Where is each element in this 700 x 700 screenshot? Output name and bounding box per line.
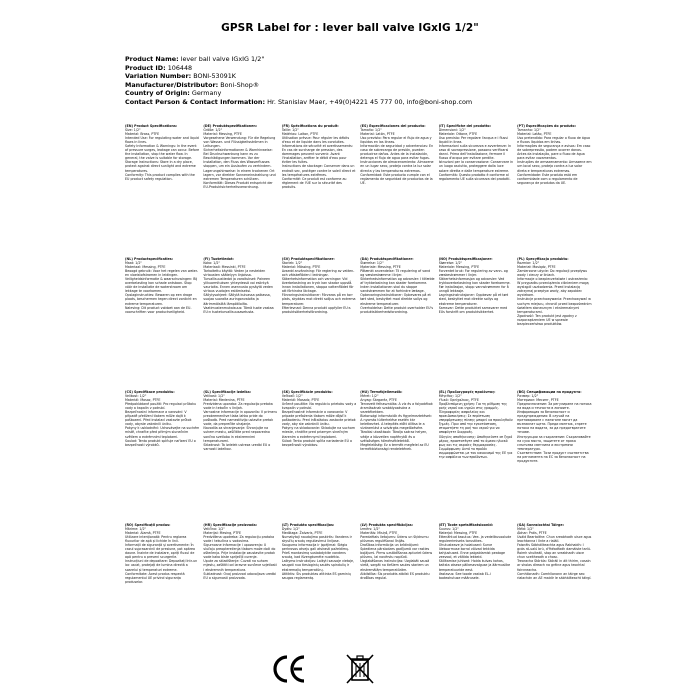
header-label: Manufacturer/Distributor: bbox=[125, 80, 219, 89]
spec-line: Material: Alamă, PTFE bbox=[125, 531, 161, 536]
spec-line: Veľkosť: 1/2" bbox=[281, 394, 303, 399]
spec-line: Megfelelőség: Ez a termék megfelel az EU termékbiztonsági rendeletének. bbox=[360, 442, 429, 451]
spec-line: Safety Information & Warnings: In the event of pressure surges, leakage can occur. Before the installation, stop the water flow. In general, the valve is suitable for storage. bbox=[125, 144, 200, 161]
spec-section-heading: (IT) Specifiche del prodotto: bbox=[438, 124, 492, 128]
spec-line: Material: Brass, PTFE bbox=[125, 132, 160, 137]
spec-line: Úsáid Beartaithe: Chun sreabhadh uisce agus leachtanna i línte a rialáil. bbox=[517, 535, 592, 544]
spec-line: Größe: 1/2" bbox=[203, 128, 223, 133]
spec-line: Soulad: Tento produkt splňuje nařízení EU o bezpečnosti výrobků. bbox=[125, 438, 196, 447]
spec-section bbox=[282, 124, 356, 255]
spec-section bbox=[517, 390, 591, 521]
spec-section bbox=[439, 257, 513, 388]
spec-line: Informacje o bezpieczeństwie i ostrzeżenia: W przypadku przeciążenia ciśnieniem mogą wystąpić uszkodzenia. Przed instalacją zatrzymaj przepływ wody, aby zapobiec wyciekom. bbox=[517, 277, 589, 298]
spec-section bbox=[203, 124, 277, 255]
spec-line: Instruções de armazenamento: Armazene em um local seco, proteja contra a luz solar direta e temperaturas extremas. bbox=[517, 160, 592, 173]
spec-section bbox=[203, 257, 277, 388]
spec-line: Naleving: Dit product voldoet aan de EU-voorschriften voor productveiligheid. bbox=[125, 305, 192, 314]
spec-section-heading: (CS) Specifikace produktu: bbox=[125, 390, 175, 394]
spec-line: Předpokládané použití: Pro regulaci průtoku vody a kapalin v potrubí. bbox=[125, 402, 196, 411]
spec-section-heading: (PT) Especificações do produto: bbox=[517, 124, 576, 128]
spec-line: Mărime: 1/2" bbox=[125, 527, 147, 532]
spec-line: Utilisation prévue: Pour réguler les débits d'eau et de liquide dans les conduites. bbox=[281, 136, 350, 145]
spec-line: Material: Messing, PTFE bbox=[203, 132, 242, 137]
spec-line: Material: Latão, PTFE bbox=[517, 132, 552, 137]
spec-line: Tárolási utasítások: Tárolja száraz helyen, védje a közvetlen napfénytől és a szélsőséges hőmérsékletektől. bbox=[360, 430, 428, 443]
spec-section bbox=[517, 257, 591, 388]
spec-line: Størrelse: 1/2" bbox=[360, 261, 384, 266]
spec-line: Materiaali: Messinki, PTFE bbox=[203, 265, 246, 270]
spec-line: Materiaal: Messing, PTFE bbox=[125, 265, 166, 270]
spec-line: Saugumo informacija ir įspėjimai: Slėgio perkrovos atveju gali atsirasti pažeidimų. Prieš montavimą sustabdykite vandens srautą, kad išvengtumėte nuotėkio. bbox=[281, 543, 350, 560]
header-label: Variation Number: bbox=[125, 72, 192, 81]
spec-line: Materiāls: Misiņš, PTFE bbox=[360, 531, 398, 536]
spec-section bbox=[439, 523, 513, 654]
spec-line: Dydis: 1/2" bbox=[281, 527, 300, 532]
spec-line: Matériau: Laiton, PTFE bbox=[281, 132, 319, 137]
spec-line: Numatytoji naudojimo paskirtis: Vandens ir skysčių srautų reguliavimui linijose. bbox=[281, 535, 352, 544]
header-value: lever ball valve IGxIG 1/2" bbox=[180, 55, 265, 63]
spec-line: Conformità: Questo prodotto è conforme al regolamento UE sulla sicurezza dei prodotti. bbox=[438, 172, 511, 181]
header-label: Product ID: bbox=[125, 63, 166, 72]
spec-line: Material: Medenina, PTFE bbox=[203, 398, 245, 403]
spec-line: Sigurnosne informacije i upozorenja: U slučaju preopterećenja tlakom može doći do oštećenja. Prije instalacije zaustavite protok vode kako biste spriječili curenje. bbox=[203, 543, 276, 560]
spec-line: Tervezett felhasználás: A víz és a folyadékok áramlásának szabályozására a vezetékekben. bbox=[360, 402, 433, 415]
spec-line: Material: Latón, PTFE bbox=[360, 132, 395, 137]
spec-line: Veličina: 1/2" bbox=[203, 527, 225, 532]
spec-line: Säilitamise juhised: Hoida kuivas kohas, kaitsta otsese päikesevalguse ja äärmuslike temperatuuride eest. bbox=[438, 559, 511, 572]
spec-line: Turvallisuustiedot ja varoitukset: Paineen ylikuormituksen yhteydessä voi esiintyä vaurioita. Ennen asennusta pysäytä veden virtaus vuotojen estämiseksi. bbox=[203, 277, 273, 294]
spec-section bbox=[517, 523, 591, 654]
spec-section-heading: (DE) Produktspezifikationen: bbox=[203, 124, 258, 128]
spec-section bbox=[596, 257, 670, 388]
product-header bbox=[125, 55, 685, 107]
spec-line: Navodila za shranjevanje: Shranjujte na suhem mestu, zaščitite pred neposredno sončno svetlobo in ekstremnimi temperaturami. bbox=[203, 426, 270, 443]
spec-line: Samsvar: Dette produktet samsvarer med EUs forskrift om produktsikkerhet. bbox=[438, 305, 508, 314]
spec-line: Size: 1/2" bbox=[125, 128, 141, 133]
spec-line: Tamaño: 1/2" bbox=[360, 128, 382, 133]
spec-section bbox=[360, 390, 434, 521]
spec-line: Οδηγίες αποθήκευσης: Αποθηκεύστε σε ξηρό μέρος, προστατέψτε από το άμεσο ηλιακό φως και τις ακραίες θερμοκρασίες. bbox=[438, 434, 513, 447]
spec-line: Koko: 1/2" bbox=[203, 261, 220, 266]
specifications-grid bbox=[125, 124, 670, 654]
spec-section bbox=[203, 523, 277, 654]
spec-line: Инструкции за съхранение: Съхранявайте на сухо място, защитете от пряка слънчева светлина и екстремни температури. bbox=[517, 434, 591, 451]
spec-line: Konformität: Dieses Produkt entspricht der EU-Produktsicherheitsverordnung. bbox=[203, 180, 273, 189]
spec-line: Säkerhetsinformation och varningar: Vid överbelastning av tryck kan skador uppstå. Innan installationen, stoppa vattenflödet för att förhindra läckage. bbox=[281, 277, 354, 294]
spec-line: Velikost: 1/2" bbox=[203, 394, 225, 399]
spec-line: Dimensioni: 1/2" bbox=[438, 128, 466, 133]
spec-line: Upute za skladištenje: Čuvati na suhom mjestu, zaštititi od izravne sunčeve svjetlosti i ekstremnih temperatura. bbox=[203, 559, 277, 572]
spec-line: Conformitate: Acest produs respectă regulamentul UE privind siguranța produselor. bbox=[125, 571, 185, 584]
spec-section bbox=[517, 124, 591, 255]
spec-section-heading: (DA) Produktspecifikationer: bbox=[360, 257, 414, 261]
spec-line: Instructions de stockage: Conserver dans un endroit sec, protéger contre le soleil direct et les températures extrêmes. bbox=[281, 164, 356, 177]
spec-line: Съответствие: Този продукт съответства на регламента на ЕС за безопасност на продуктите. bbox=[517, 450, 589, 463]
spec-line: Sukladnost: Ovaj proizvod udovoljava uredbi EU o sigurnosti proizvoda. bbox=[203, 571, 276, 580]
spec-line: Efterlevnad: Denna produkt uppfyller EU:s produktsäkerhetsförordning. bbox=[281, 305, 351, 314]
spec-line: Material: Mässing, PTFE bbox=[281, 265, 321, 270]
spec-line: Instrukcje przechowywania: Przechowywać w suchym miejscu, chronić przed bezpośrednim światłem słonecznym i ekstremalnymi temperaturami. bbox=[517, 297, 592, 314]
spec-line: Avsedd användning: För reglering av vatten- och vätskeflöden i ledningar. bbox=[281, 269, 355, 278]
spec-line: Informazioni sulla sicurezza e avvertenze: In caso di sovrapressione, possono verificarsi danni. Prima dell'installazione, fermare il flusso d'acqua per evitare perdite. bbox=[438, 144, 512, 161]
spec-line: Materiál: Mosaz, PTFE bbox=[125, 398, 161, 403]
spec-line: Instrucțiuni de depozitare: Depozitați într-un loc uscat, protejați de lumina directă a soarelui și temperaturi extreme. bbox=[125, 559, 198, 572]
spec-line: Veiligheidsinformatie & waarschuwingen: Bij overbelasting kan schade ontstaan. Stop vóór de installatie de waterstroom om lekkage te voorkomen. bbox=[125, 277, 198, 294]
spec-line: Materjal: Messing, PTFE bbox=[438, 531, 478, 536]
spec-section-heading: (LT) Produkto specifikacijos: bbox=[281, 523, 335, 527]
spec-section-heading: (HU) Termékjellemzők: bbox=[360, 390, 403, 394]
spec-line: Treoracha Stórála: Stóráil in áit thirim, cosain ar sholas díreach na gréine agus teochtaí foircneacha. bbox=[517, 559, 591, 572]
spec-section-heading: (GA) Sonraíochtaí Táirge: bbox=[517, 523, 564, 527]
spec-line: Paredzētais lietojums: Ūdens un šķidrumu plūsmas regulēšanai līnijās. bbox=[360, 535, 429, 544]
header-value: Hr. Stanislav Maer, +49(0)4221 45 777 00, info@boni-shop.com bbox=[267, 97, 473, 106]
spec-section-heading: (EN) Product Specifications: bbox=[125, 124, 178, 128]
spec-line: Tamanho: 1/2" bbox=[517, 128, 541, 133]
spec-section-heading: (RO) Specificații produs: bbox=[125, 523, 171, 527]
spec-line: Istruzioni per la conservazione: Conservare in un luogo asciutto, proteggere dalla luce solare diretta e dalle temperature estreme. bbox=[438, 160, 514, 173]
spec-section-heading: (EL) Προδιαγραφές προϊόντος: bbox=[438, 390, 496, 394]
spec-line: Informations de sécurité et avertissements: En cas de surcharge de pression, des dommages peuvent survenir. Avant l'installation, arrêter le débit d'eau pour éviter les fuites. bbox=[281, 144, 353, 165]
spec-line: Overholdelse: Dette produkt overholder EU's produktsikkerhedsforordning. bbox=[360, 305, 434, 314]
spec-line: Påtænkt anvendelse: Til regulering af vand og væskestrømme i linjer. bbox=[360, 269, 431, 278]
header-row bbox=[125, 72, 685, 81]
spec-line: Súlad: Tento produkt spĺňa nariadenie EÚ o bezpečnosti výrobkov. bbox=[281, 438, 353, 447]
header-value: Boni-Shop® bbox=[220, 80, 260, 89]
spec-line: Laikymo instrukcijos: Laikyti sausoje vietoje, saugoti nuo tiesioginių saulės spindulių ir ekstremalių temperatūrų. bbox=[281, 559, 355, 572]
spec-section bbox=[439, 390, 513, 521]
spec-line: Lagerungshinweise: In einem trockenen Ort lagern, vor direkter Sonneneinstrahlung und extremen Temperaturen schützen. bbox=[203, 168, 276, 181]
spec-section bbox=[282, 257, 356, 388]
spec-section bbox=[125, 390, 199, 521]
spec-line: Taille: 1/2" bbox=[281, 128, 299, 133]
header-label: Contact Person & Contact Information: bbox=[125, 97, 266, 106]
spec-line: Opslaginstructies: Bewaren op een droge plaats, beschermen tegen direct zonlicht en extreme temperaturen. bbox=[125, 293, 197, 306]
spec-line: Atitiktis: Šis produktas atitinka ES gaminių saugos reglamentą. bbox=[281, 571, 351, 580]
spec-section-heading: (BG) Спецификации на продукта: bbox=[517, 390, 582, 394]
compliance-marks bbox=[0, 652, 700, 688]
spec-line: Medžiaga: Žalvaris, PTFE bbox=[281, 531, 323, 536]
spec-section bbox=[596, 124, 670, 255]
spec-line: Utilizare intenționată: Pentru reglarea fluxurilor de apă și lichide în linii. bbox=[125, 535, 187, 544]
spec-section-heading: (NL) Productspecificaties: bbox=[125, 257, 174, 261]
label-title: GPSR Label for : lever ball valve IGxIG 1/2" bbox=[221, 22, 479, 34]
spec-line: Predvidena uporaba: Za regulacijo pretoka vode in tekočin v linijah. bbox=[203, 402, 273, 411]
spec-line: Информация за безопасност и предупреждения: В случай на претоварване с налягане могат да възникнат щети. Преди монтаж, спрете потока на водата, за да предотвратите течове. bbox=[517, 410, 587, 435]
spec-section bbox=[596, 390, 670, 521]
spec-line: Zgodność: Ten produkt jest zgodny z rozporządzeniem UE w sprawie bezpieczeństwa produktów. bbox=[517, 313, 577, 326]
spec-line: Bezpečnostní informace a varování: V případě přetížení tlakem může dojít k poškození. Před instalací zastavte průtok vody, abyste zabránili úniku. bbox=[125, 410, 192, 427]
spec-line: Lagringsinstruksjoner: Oppbevar på et tørt sted, beskyttet mot direkte sollys og ekstreme temperaturer. bbox=[438, 293, 509, 306]
spec-section bbox=[360, 124, 434, 255]
spec-section bbox=[360, 257, 434, 388]
spec-line: Méid: 1/2" bbox=[517, 527, 534, 532]
header-row bbox=[125, 64, 685, 73]
spec-section-heading: (PL) Specyfikacja produktu: bbox=[517, 257, 569, 261]
spec-line: Materiale: Messing, PTFE bbox=[360, 265, 401, 270]
spec-line: Varnostne informacije in opozorila: V primeru preobremenitve tlaka lahko pride do poškodb. Pred namestitvijo ustavite pretok vode, da preprečite uhajanje. bbox=[203, 410, 278, 427]
spec-line: Μέγεθος: 1/2" bbox=[438, 394, 462, 399]
spec-line: Πληροφορίες ασφαλείας και προειδοποιήσεις: Σε περίπτωση υπερφόρτωσης πίεσης μπορεί να προκληθούν ζημιές. Πριν από την εγκατάσταση, σταματήστε τη ροή του νερού για να αποφύγετε διαρροές. bbox=[438, 410, 513, 435]
spec-line: Anyag: Sárgaréz, PTFE bbox=[360, 398, 397, 403]
spec-line: Uso previsto: Para regular el flujo de agua y líquidos en las líneas. bbox=[360, 136, 432, 145]
spec-line: Comhlíonadh: Comhlíonann an táirge seo rialachán an AE maidir le sábháilteacht táirgí. bbox=[517, 571, 592, 580]
header-value: BONI-53091K bbox=[193, 72, 236, 81]
spec-line: Uzglabāšanas instrukcijas: Uzglabāt sausā vietā, sargāt no tiešiem saules stariem un ekstremālām temperatūrām. bbox=[360, 559, 430, 572]
spec-line: Размер: 1/2" bbox=[517, 394, 539, 399]
spec-line: Rozmiar: 1/2" bbox=[517, 261, 540, 266]
spec-section bbox=[360, 523, 434, 654]
header-value: 106448 bbox=[167, 63, 193, 72]
spec-line: Vastavus: See toode vastab EL-i tooteohutuse määrusele. bbox=[438, 571, 491, 580]
spec-line: Sikkerhetsinformasjon og advarsler: Ved trykkoverbelastning kan skader forekomme. Før installasjon, stopp vannstrømmen for å unngå lekkasje. bbox=[438, 277, 511, 294]
spec-line: Suurus: 1/2" bbox=[438, 527, 459, 532]
spec-line: Tarkoitettu käyttö: Veden ja nesteiden virtausten säätelyyn linjoissa. bbox=[203, 269, 266, 278]
spec-line: Izmērs: 1/2" bbox=[360, 527, 380, 532]
header-row bbox=[125, 55, 685, 64]
spec-line: Storage Instructions: Store in a dry place, protect against direct sunlight and extreme temperatures. bbox=[125, 160, 196, 173]
spec-line: Drošības informācija un brīdinājumi: Spiediena pārslodzes gadījumā var rasties bojājumi. Pirms uzstādīšanas apturiet ūdens plūsmu, lai novērstu noplūdi. bbox=[360, 543, 433, 560]
spec-line: Ábhar: Práis, PTFE bbox=[517, 531, 547, 536]
spec-line: Materiale: Messing, PTFE bbox=[438, 265, 480, 270]
spec-line: Instrucciones de almacenamiento: Almacene en un lugar seco, proteja contra la luz solar directa y las temperaturas extremas. bbox=[360, 160, 434, 173]
spec-line: Conformidade: Este produto está em conformidade com o regulamento de segurança de produtos da UE. bbox=[517, 172, 578, 185]
spec-line: Informações de segurança e avisos: Em caso de sobrepressão, podem ocorrer danos. Antes da instalação, pare o fluxo de água para evitar vazamentos. bbox=[517, 144, 591, 161]
spec-line: Uso pretendido: Para regular o fluxo de água e fluxos líquidos em linhas. bbox=[517, 136, 591, 145]
spec-line: Säilytysohjeet: Säilytä kuivassa paikassa, suojaa suoralta auringonvalolta ja äärimmäisiltä lämpötiloilta. bbox=[203, 293, 271, 306]
spec-line: Méret: 1/2" bbox=[360, 394, 379, 399]
spec-section-heading: (ET) Toote spetsifikatsioonid: bbox=[438, 523, 494, 527]
spec-line: Størrelse: 1/2" bbox=[438, 261, 463, 266]
spec-section-heading: (SK) Špecifikácie produktu: bbox=[281, 390, 333, 394]
spec-line: Predviđena upotreba: Za regulaciju protoka vode i tekućina u vodovima. bbox=[203, 535, 275, 544]
spec-line: Материал: Месинг, PTFE bbox=[517, 398, 559, 403]
spec-section bbox=[125, 523, 199, 654]
spec-line: Forventet bruk: For regulering av vann- og væskestrømmer i linjer. bbox=[438, 269, 508, 278]
crossed-out-bin-icon bbox=[344, 652, 376, 686]
spec-section-heading: (SL) Specifikacije izdelka: bbox=[203, 390, 252, 394]
spec-section-heading: (HR) Specifikacije proizvoda: bbox=[203, 523, 258, 527]
spec-line: Conformidad: Este producto cumple con el reglamento de seguridad de productos de la UE. bbox=[360, 172, 433, 185]
spec-line: Vorgesehene Verwendung: Für die Regelung von Wasser- und Flüssigkeitsströmen in Leitungen. bbox=[203, 136, 276, 149]
spec-line: Ettenähtud kasutus: Vee- ja vedelikuvoolude reguleerimiseks torustikes. bbox=[438, 535, 512, 544]
spec-section bbox=[439, 124, 513, 255]
spec-line: Förvaringsinstruktioner: Förvaras på en torr plats, skyddas mot direkt solljus och extrema temperaturer. bbox=[281, 293, 356, 306]
header-value: Germany bbox=[191, 89, 222, 98]
header-row bbox=[125, 98, 685, 107]
spec-line: Opbevaringsinstruktioner: Opbevares på et tørt sted, beskyttet mod direkte sollys og ekstreme temperaturer. bbox=[360, 293, 431, 306]
spec-line: Materiał: Mosiądz, PTFE bbox=[517, 265, 556, 270]
spec-line: Informații de siguranță și avertismente: În cazul suprasarcinii de presiune, pot apărea daune. Înainte de instalare, opriți fluxul de apă pentru a preveni scurgerile. bbox=[125, 543, 196, 560]
spec-line: Συμμόρφωση: Αυτό το προϊόν συμμορφώνεται με τον κανονισμό της ΕΕ για την ασφάλεια των προϊόντων. bbox=[438, 446, 513, 459]
spec-line: Información de seguridad y advertencias: En caso de sobrecarga de presión, pueden producirse daños. Antes de la instalación, detenga el flujo de agua para evitar fugas. bbox=[360, 144, 434, 161]
spec-line: Pokyny na skladovanie: Skladujte na suchom mieste, chráňte pred priamym slnečným žiarením a extrémnymi teplotami. bbox=[281, 426, 356, 439]
spec-section bbox=[125, 257, 199, 388]
header-row bbox=[125, 89, 685, 98]
spec-line: Faisnéis Sábháilteachta agus Rabhaidh: I gcás ró-ualú brú, d'fhéadfadh damáiste tarlú. Roimh shuiteáil, stop an sreabhadh uisce chun sceitheadh a chosc. bbox=[517, 543, 591, 560]
spec-section-heading: (LV) Produkta specifikācijas: bbox=[360, 523, 414, 527]
spec-line: Vaatimustenmukaisuus: Tämä tuote vastaa EU:n tuoteturvallisuusasetusta. bbox=[203, 305, 274, 314]
spec-line: Conformity: This product complies with the EU product safety regulation. bbox=[125, 172, 195, 181]
spec-section bbox=[282, 390, 356, 521]
spec-line: Materijal: Mesing, PTFE bbox=[203, 531, 242, 536]
spec-line: Предназначение: За регулиране на потока на вода и течности в линиите. bbox=[517, 402, 592, 411]
spec-section-heading: (ES) Especificaciones del producto: bbox=[360, 124, 426, 128]
spec-section bbox=[203, 390, 277, 521]
spec-section bbox=[125, 124, 199, 255]
header-label: Country of Origin: bbox=[125, 89, 190, 98]
spec-line: Υλικό: Ορείχαλκος, PTFE bbox=[438, 398, 479, 403]
spec-line: Sicherheitsinformationen & Warnhinweise: Bei Druckschwankung kann es zu Beschädigungen kommen. Vor der Installation, den Fluss des Wasserflusses stoppen, um ein Auslaufen zu verhindern. bbox=[203, 148, 273, 169]
spec-line: Conformité: Ce produit est conforme au règlement de l'UE sur la sécurité des produits. bbox=[281, 176, 347, 189]
spec-line: Materiale: Ottone, PTFE bbox=[438, 132, 478, 137]
spec-line: Velikost: 1/2" bbox=[125, 394, 147, 399]
spec-line: Atbilstība: Šis produkts atbilst ES produktu drošības regulai. bbox=[360, 571, 430, 580]
spec-line: Storlek: 1/2" bbox=[281, 261, 303, 266]
spec-section-heading: (FR) Spécifications du produit: bbox=[281, 124, 339, 128]
spec-line: Zamierzone użycie: Do regulacji przepływu wody i cieczy w liniach. bbox=[517, 269, 588, 278]
spec-line: Pokyny k uskladnění: Uchovávejte na suchém místě, chraňte před přímým slunečním světlem a extrémními teplotami. bbox=[125, 426, 200, 439]
spec-line: Maat: 1/2" bbox=[125, 261, 142, 266]
spec-line: Bezpečnostné informácie a varovania: V prípade preťaženia tlakom môže dôjsť k poškodeniu. Pred inštaláciou zastavte prietok vody, aby ste zabránili úniku. bbox=[281, 410, 356, 427]
ce-mark-icon bbox=[272, 652, 308, 686]
spec-section-heading: (SV) Produktspecifikationer: bbox=[281, 257, 335, 261]
spec-line: Προβλεπόμενη χρήση: Για τη ρύθμιση της ροής νερού και υγρών στις γραμμές. bbox=[438, 402, 508, 411]
spec-line: Biztonsági információk és figyelmeztetések: A nyomás túlterhelése esetén kár keletkezhet. A telepítés előtt állítsa le a vízáramlást a szivárgás megelőzésére. bbox=[360, 414, 433, 431]
spec-section bbox=[282, 523, 356, 654]
spec-line: Skladnost: Ta izdelek ustreza uredbi EU o varnosti izdelkov. bbox=[203, 442, 271, 451]
spec-section-heading: (FI) Tuotetiedot: bbox=[203, 257, 234, 261]
spec-line: Materiál: Mosadz, PTFE bbox=[281, 398, 320, 403]
spec-section-heading: (NO) Produktspesifikasjoner: bbox=[438, 257, 493, 261]
spec-line: Určené použitie: Na reguláciu prietoku vody a kvapalín v potrubí. bbox=[281, 402, 357, 411]
spec-line: Sikkerhedsinformation og advarsler: I tilfælde af trykbelastning kan skader forekomme. Inden installationen skal du stoppe vandstrømmen for at forhindre lækage. bbox=[360, 277, 435, 294]
header-row bbox=[125, 81, 685, 90]
spec-line: Beoogd gebruik: Voor het regelen van water- en vloeistofstromen in leidingen. bbox=[125, 269, 199, 278]
spec-line: Intended Use: For regulating water and liquid flows in lines. bbox=[125, 136, 199, 145]
spec-line: Uso previsto: Per regolare l'acqua e i flussi liquidi in linea. bbox=[438, 136, 508, 145]
spec-line: Ohutusteave ja hoiatused: Surve ülekoormuse korral võivad tekkida kahjustused. Enne paigaldamist peatage veevool, et vältida lekkeid. bbox=[438, 543, 506, 560]
header-label: Product Name: bbox=[125, 55, 179, 63]
